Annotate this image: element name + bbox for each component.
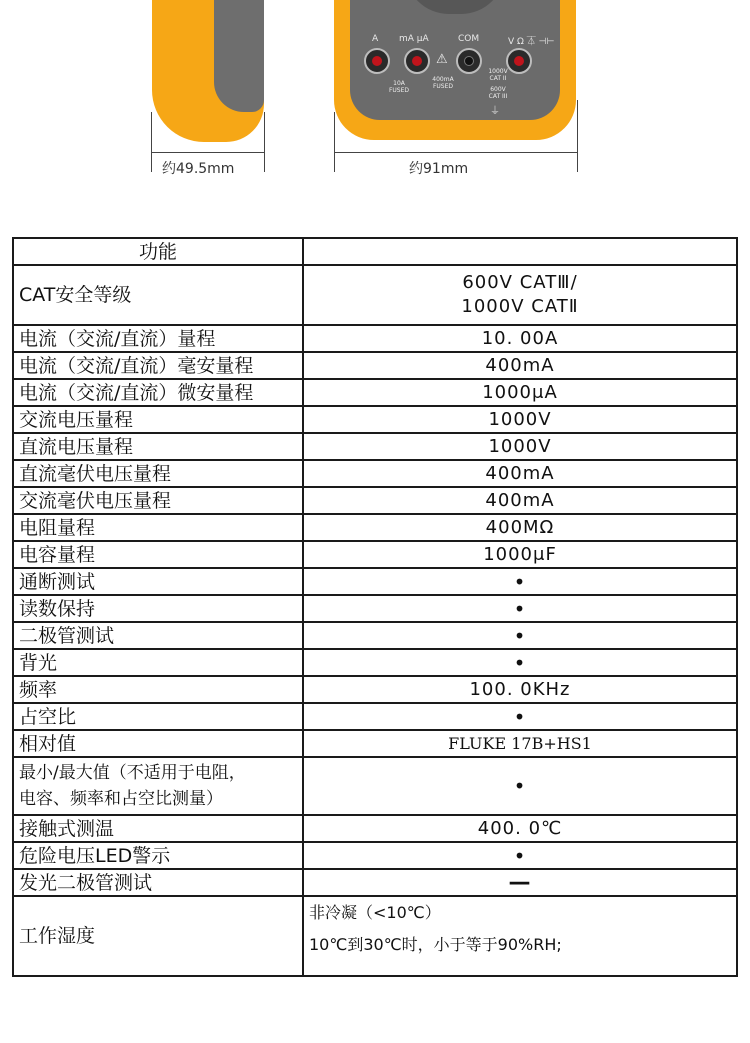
table-row — [13, 757, 737, 815]
row-value-line1: 600V CATⅢ/ — [462, 272, 578, 293]
row-value: 1000μA — [303, 379, 737, 406]
jack-label-ma: mA μA — [399, 34, 429, 44]
row-value: • — [303, 757, 737, 815]
row-name: 交流毫伏电压量程 — [13, 487, 303, 514]
row-value: • — [303, 842, 737, 869]
table-row — [13, 676, 737, 703]
table-row — [13, 622, 737, 649]
row-name: 背光 — [13, 649, 303, 676]
row-value: — — [303, 869, 737, 896]
jack-a-icon — [364, 48, 390, 74]
row-name: 电流（交流/直流）微安量程 — [13, 379, 303, 406]
cat-label-1000v: 1000V CAT II — [488, 68, 508, 82]
row-name: 相对值 — [13, 730, 303, 757]
table-header-row — [13, 238, 737, 265]
row-value — [303, 265, 737, 325]
table-row — [13, 433, 737, 460]
table-row — [13, 896, 737, 976]
row-name: 电流（交流/直流）毫安量程 — [13, 352, 303, 379]
fuse-label-10a: 10A FUSED — [388, 80, 410, 94]
table-row — [13, 815, 737, 842]
fuse-label-400ma: 400mA FUSED — [432, 76, 454, 90]
dim-tick-left — [151, 112, 152, 172]
row-value: • — [303, 703, 737, 730]
row-value: 1000V — [303, 433, 737, 460]
row-name: 直流电压量程 — [13, 433, 303, 460]
warning-icon: ⚠ — [436, 52, 448, 67]
row-value: 10. 00A — [303, 325, 737, 352]
header-function: 功能 — [13, 238, 303, 265]
row-value: • — [303, 595, 737, 622]
dim-tick-right-front — [577, 100, 578, 172]
table-row — [13, 487, 737, 514]
multimeter-side-panel — [214, 0, 264, 112]
row-name: 占空比 — [13, 703, 303, 730]
row-value: 400. 0℃ — [303, 815, 737, 842]
row-value: 400mA — [303, 487, 737, 514]
row-name: 读数保持 — [13, 595, 303, 622]
row-name: 交流电压量程 — [13, 406, 303, 433]
row-name: 频率 — [13, 676, 303, 703]
dim-label-front: 约91mm — [409, 161, 469, 177]
row-value: • — [303, 622, 737, 649]
jack-label-v: V Ω ⏄ ⊣⊢ — [508, 37, 555, 47]
row-value: 1000μF — [303, 541, 737, 568]
row-name — [13, 757, 303, 815]
table-row — [13, 265, 737, 325]
row-value: 400mA — [303, 460, 737, 487]
row-name: 电容量程 — [13, 541, 303, 568]
jack-ma-icon — [404, 48, 430, 74]
row-name: 发光二极管测试 — [13, 869, 303, 896]
table-row — [13, 703, 737, 730]
table-row — [13, 406, 737, 433]
dim-tick-right — [264, 112, 265, 172]
row-value: 100. 0KHz — [303, 676, 737, 703]
row-value: • — [303, 568, 737, 595]
dim-line-front — [334, 152, 578, 153]
table-row — [13, 568, 737, 595]
table-row — [13, 379, 737, 406]
row-name: 电流（交流/直流）量程 — [13, 325, 303, 352]
table-row — [13, 595, 737, 622]
row-name: 接触式测温 — [13, 815, 303, 842]
table-row — [13, 842, 737, 869]
row-value: FLUKE 17B+HS1 — [303, 730, 737, 757]
row-name: 直流毫伏电压量程 — [13, 460, 303, 487]
table-row — [13, 649, 737, 676]
row-name: 工作湿度 — [13, 896, 303, 976]
row-value: 400MΩ — [303, 514, 737, 541]
row-name: CAT安全等级 — [13, 265, 303, 325]
dim-tick-left-front — [334, 112, 335, 172]
dim-label-side: 约49.5mm — [162, 161, 235, 177]
row-name-line1: 最小/最大值（不适用于电阻， — [19, 763, 246, 783]
row-value — [303, 896, 737, 976]
ground-icon: ⏚ — [490, 106, 500, 117]
row-value: 400mA — [303, 352, 737, 379]
row-name-line2: 电容、频率和占空比测量） — [19, 789, 223, 809]
table-row — [13, 869, 737, 896]
row-name: 危险电压LED警示 — [13, 842, 303, 869]
table-row — [13, 541, 737, 568]
table-row — [13, 352, 737, 379]
jack-label-a: A — [372, 34, 379, 44]
dim-line-side — [151, 152, 265, 153]
row-name: 通断测试 — [13, 568, 303, 595]
row-value-line2: 1000V CATⅡ — [461, 296, 579, 317]
spec-table — [12, 237, 738, 977]
product-illustration — [0, 0, 750, 200]
row-value-line1: 非冷凝（<10℃） — [309, 903, 441, 922]
table-row — [13, 730, 737, 757]
row-value: 1000V — [303, 406, 737, 433]
table-row — [13, 514, 737, 541]
row-name: 电阻量程 — [13, 514, 303, 541]
row-name: 二极管测试 — [13, 622, 303, 649]
header-value — [303, 238, 737, 265]
jack-label-com: COM — [458, 34, 480, 44]
row-value-line2: 10℃到30℃时，小于等于90%RH; — [309, 935, 562, 954]
table-row — [13, 325, 737, 352]
jack-com-icon — [456, 48, 482, 74]
cat-label-600v: 600V CAT III — [488, 86, 508, 100]
table-row — [13, 460, 737, 487]
row-value: • — [303, 649, 737, 676]
